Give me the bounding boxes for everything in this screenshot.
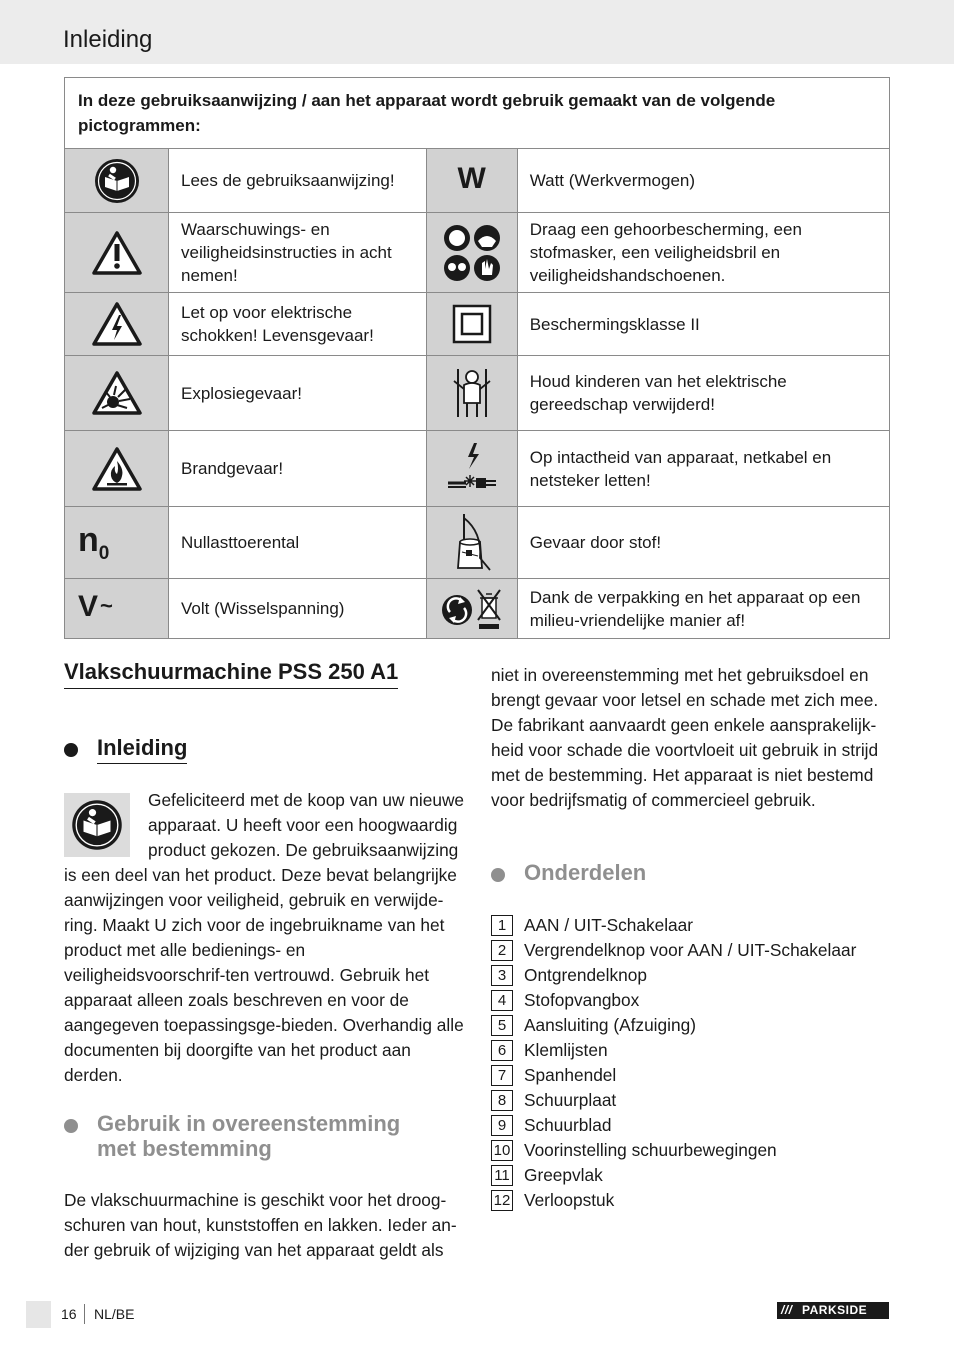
pictogram-row (65, 579, 890, 639)
footer-marker (26, 1301, 51, 1328)
section-heading-parts (491, 860, 646, 885)
protective-equipment-icon (426, 213, 517, 293)
section-heading-text (97, 1111, 464, 1161)
heading-line: met bestemming (97, 1136, 272, 1161)
section-heading-text: Onderdelen (524, 860, 647, 885)
pictogram-row (65, 293, 890, 356)
part-number: 6 (491, 1040, 513, 1061)
part-label: Verloopstuk (524, 1190, 615, 1210)
section-heading-intended-use (64, 1111, 464, 1161)
heading-line: Gebruik in overeenstemming (97, 1111, 401, 1136)
watt-symbol: W (457, 162, 486, 195)
pictogram-desc: Gevaar door stof! (517, 507, 889, 579)
part-number: 3 (491, 965, 513, 986)
pictogram-desc: Beschermingsklasse II (517, 293, 889, 356)
part-number: 8 (491, 1090, 513, 1111)
list-item (491, 988, 856, 1013)
list-item (491, 1163, 856, 1188)
brand-slashes: /// (781, 1303, 793, 1317)
electric-shock-icon (65, 293, 169, 356)
pictogram-desc: Volt (Wisselspanning) (169, 579, 427, 639)
part-number: 12 (491, 1190, 513, 1211)
part-number: 9 (491, 1115, 513, 1136)
list-item (491, 1113, 856, 1138)
page-title: Inleiding (63, 26, 153, 53)
pictogram-desc: Watt (Werkvermogen) (517, 149, 889, 213)
pictogram-desc: Waarschuwings- en veiligheidsinstructies in acht nemen! (169, 213, 427, 293)
pictogram-table (64, 77, 890, 639)
part-label: Vergrendelknop voor AAN / UIT-Schakelaar (524, 940, 857, 960)
pictogram-desc: Dank de verpakking en het apparaat op een milieu-vriendelijke manier af! (517, 579, 889, 639)
pictogram-desc: Brandgevaar! (169, 431, 427, 507)
part-label: Klemlijsten (524, 1040, 608, 1060)
part-label: Spanhendel (524, 1065, 617, 1085)
bullet-dot (64, 1119, 78, 1133)
no-load-speed-subscript: 0 (98, 542, 110, 564)
part-number: 4 (491, 990, 513, 1011)
no-load-speed-icon (65, 507, 169, 579)
part-label: Greepvlak (524, 1165, 603, 1185)
alternating-current-symbol: ~ (100, 593, 113, 618)
pictogram-desc: Nullasttoerental (169, 507, 427, 579)
part-number: 1 (491, 915, 513, 936)
parts-list (491, 913, 856, 1213)
explosion-hazard-icon (65, 356, 169, 431)
part-label: Schuurplaat (524, 1090, 617, 1110)
volt-ac-icon (65, 579, 169, 639)
part-label: Ontgrendelknop (524, 965, 647, 985)
footer-divider (84, 1304, 85, 1324)
no-load-speed-symbol: n (78, 520, 99, 559)
bullet-dot (64, 743, 78, 757)
part-label: AAN / UIT-Schakelaar (524, 915, 694, 935)
pictogram-row (65, 149, 890, 213)
section-heading-intro (64, 735, 187, 764)
damaged-cable-icon (426, 431, 517, 507)
intro-paragraph: Gefeliciteerd met de koop van uw nieuwe apparaat. U heeft voor een hoogwaardig product gekozen. De gebruiksaanwijzing (148, 790, 465, 860)
intended-use-paragraph: De vlakschuurmachine is geschikt voor het droog-schuren van hout, kunststoffen en lakken. Ieder an-der gebruik of wijziging van het apparaat geldt als (64, 1190, 457, 1260)
intro-paragraph-continued: is een deel van het product. Deze bevat belangrijke aanwijzingen voor veiligheid, gebruik en verwijde-ring. Maakt U zich voor de ingebruikname van het product met alle bedienings- en veiligheidsvoorschrif-ten vertrouwd. Gebruik het apparaat alleen zoals beschreven en voor de aangegeven toepassingsge-bieden. Overhandig alle documenten bij doorgifte van het product aan derden. (64, 865, 464, 1085)
list-item (491, 1013, 856, 1038)
pictogram-desc: Op intactheid van apparaat, netkabel en netsteker letten! (517, 431, 889, 507)
list-item (491, 913, 856, 938)
pictogram-desc: Houd kinderen van het elektrische gereedschap verwijderd! (517, 356, 889, 431)
list-item (491, 1088, 856, 1113)
part-number: 11 (491, 1165, 513, 1186)
fire-hazard-icon (65, 431, 169, 507)
bullet-dot (491, 868, 505, 882)
section-heading-text: Inleiding (97, 735, 187, 764)
part-number: 5 (491, 1015, 513, 1036)
language-code: NL/BE (94, 1306, 135, 1322)
warning-triangle-icon (65, 213, 169, 293)
protection-class-ii-icon (426, 293, 517, 356)
part-number: 10 (491, 1140, 513, 1161)
brand-name: PARKSIDE (802, 1303, 868, 1317)
list-item (491, 963, 856, 988)
keep-children-away-icon (426, 356, 517, 431)
part-label: Voorinstelling schuurbewegingen (524, 1140, 777, 1160)
page-number: 16 (61, 1306, 77, 1322)
pictogram-row (65, 507, 890, 579)
part-number: 2 (491, 940, 513, 961)
read-manual-icon (64, 793, 130, 857)
pictogram-desc: Let op voor elektrische schokken! Levensgevaar! (169, 293, 427, 356)
list-item (491, 1138, 856, 1163)
pictogram-row (65, 431, 890, 507)
pictogram-table-heading: In deze gebruiksaanwijzing / aan het apparaat wordt gebruik gemaakt van de volgende pictogrammen: (65, 78, 890, 149)
recycling-icon (426, 579, 517, 639)
list-item (491, 1038, 856, 1063)
pictogram-row (65, 213, 890, 293)
part-label: Aansluiting (Afzuiging) (524, 1015, 696, 1035)
list-item (491, 938, 856, 963)
pictogram-desc: Lees de gebruiksaanwijzing! (169, 149, 427, 213)
list-item (491, 1188, 856, 1213)
read-manual-icon (65, 149, 169, 213)
document-title: Vlakschuurmachine PSS 250 A1 (64, 659, 398, 689)
pictogram-desc: Explosiegevaar! (169, 356, 427, 431)
list-item (491, 1063, 856, 1088)
dust-hazard-icon (426, 507, 517, 579)
part-number: 7 (491, 1065, 513, 1086)
intended-use-paragraph-continued: niet in overeenstemming met het gebruiksdoel en brengt gevaar voor letsel en schade met zich mee. De fabrikant aanvaardt geen enkele aansprakelijk-heid voor schade die voortvloeit uit gebruik in strijd met de bestemming. Het apparaat is niet bestemd voor bedrijfsmatig of commercieel gebruik. (491, 665, 879, 810)
pictogram-row (65, 356, 890, 431)
watt-symbol-icon (426, 149, 517, 213)
part-label: Schuurblad (524, 1115, 612, 1135)
pictogram-desc: Draag een gehoorbescherming, een stofmasker, een veiligheidsbril en veiligheidshandschoenen. (517, 213, 889, 293)
volt-symbol: V (78, 590, 99, 623)
brand-logo (777, 1302, 889, 1319)
part-label: Stofopvangbox (524, 990, 640, 1010)
